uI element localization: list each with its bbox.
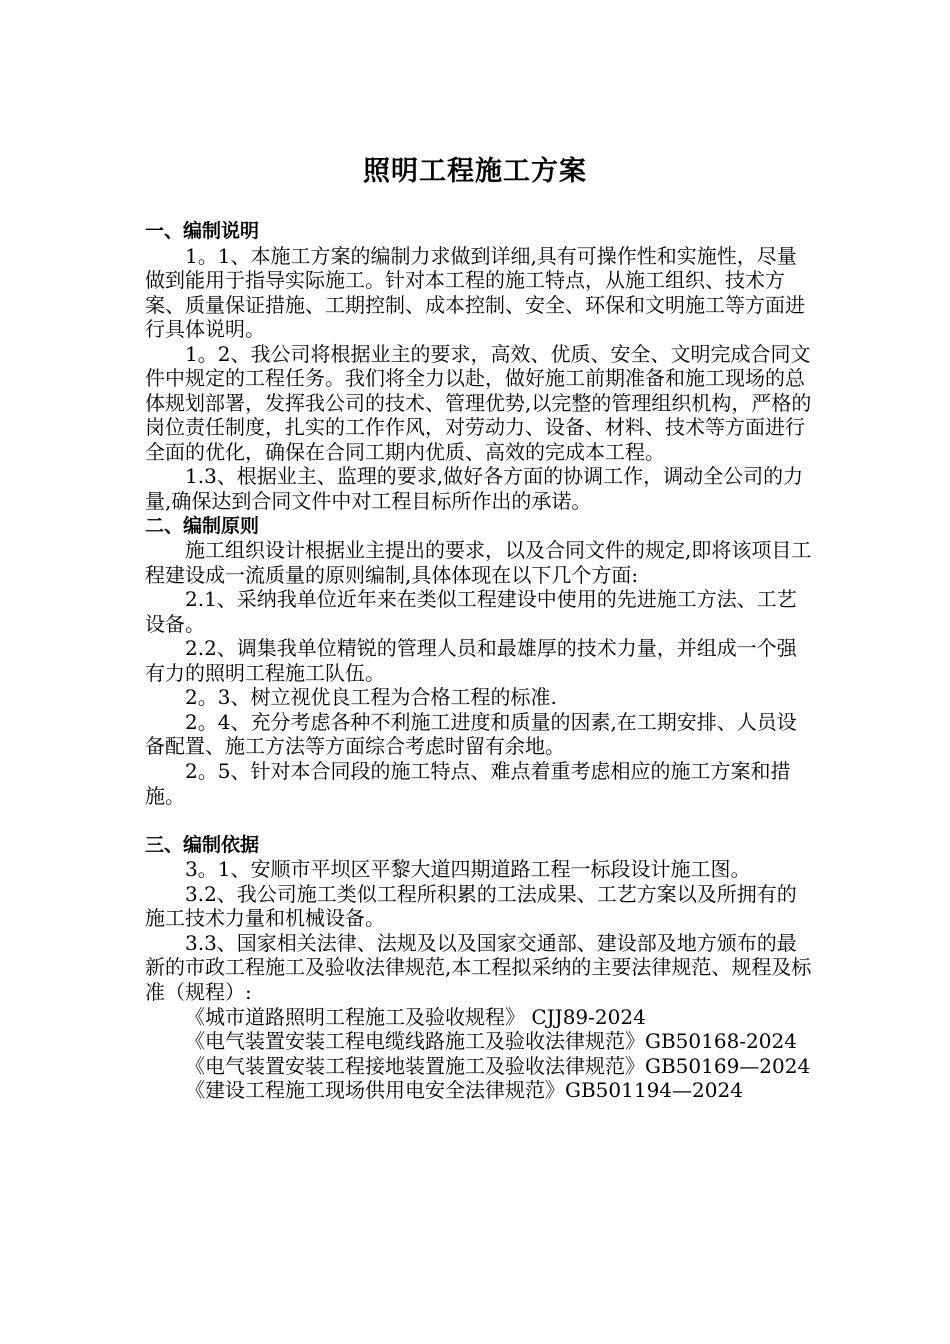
blank-line [145,808,815,833]
standard-item: 《电气装置安装工程接地装置施工及验收法律规范》GB50169—2024 [185,1053,811,1078]
paragraph: 1.3、根据业主、监理的要求,做好各方面的协调工作，调动全公司的力量,确保达到合同文件中对工程目标所作出的承诺。 [145,464,804,514]
paragraph: 1。2、我公司将根据业主的要求，高效、优质、安全、文明完成合同文件中规定的工程任务。我们将全力以赴，做好施工前期准备和施工现场的总体规划部署，发挥我公司的技术、管理优势,以完整的管理组织机构，严格的岗位责任制度，扎实的工作作风，对劳动力、设备、材料、技术等方面进行全面的优化，确保在合同工期内优质、高效的完成本工程。 [145,341,812,464]
paragraph: 3.2、我公司施工类似工程所积累的工法成果、工艺方案以及所拥有的施工技术力量和机械设备。 [145,881,797,931]
section-heading: 二、编制原则 [145,514,260,537]
paragraph: 2。5、针对本合同段的施工特点、难点着重考虑相应的施工方案和措施。 [145,759,791,808]
paragraph: 3。1、安顺市平坝区平黎大道四期道路工程一标段设计施工图。 [185,857,751,882]
paragraph: 2.2、调集我单位精锐的管理人员和最雄厚的技术力量，并组成一个强有力的照明工程施工队伍。 [145,636,797,685]
paragraph: 2。3、树立视优良工程为合格工程的标准. [185,685,557,710]
standard-item: 《建设工程施工现场供用电安全法律规范》GB501194—2024 [185,1078,743,1103]
section-heading: 一、编制说明 [145,220,260,242]
paragraph: 施工组织设计根据业主提出的要求，以及合同文件的规定,即将该项目工程建设成一流质量的原则编制,具体体现在以下几个方面: [145,538,812,587]
paragraph: 3.3、国家相关法律、法规及以及国家交通部、建设部及地方颁布的最新的市政工程施工及验收法律规范,本工程拟采纳的主要法律规范、规程及标准（规程）: [145,930,812,1004]
paragraph: 1。1、本施工方案的编制力求做到详细,具有可操作性和实施性，尽量做到能用于指导实际施工。针对本工程的施工特点，从施工组织、技术方案、质量保证措施、工期控制、成本控制、安全、环保和文明施工等方面进行具体说明。 [145,243,805,342]
standard-item: 《城市道路照明工程施工及验收规程》 CJJ89-2024 [185,1004,646,1029]
document-body [145,219,815,1103]
paragraph: 2.1、采纳我单位近年来在类似工程建设中使用的先进施工方法、工艺设备。 [145,587,797,636]
document-title: 照明工程施工方案 [363,156,587,187]
standard-item: 《电气装置安装工程电缆线路施工及验收法律规范》GB50168-2024 [185,1029,797,1054]
section-heading: 三、编制依据 [145,833,260,856]
paragraph: 2。4、充分考虑各种不利施工进度和质量的因素,在工期安排、人员设备配置、施工方法等方面综合考虑时留有余地。 [145,709,797,759]
